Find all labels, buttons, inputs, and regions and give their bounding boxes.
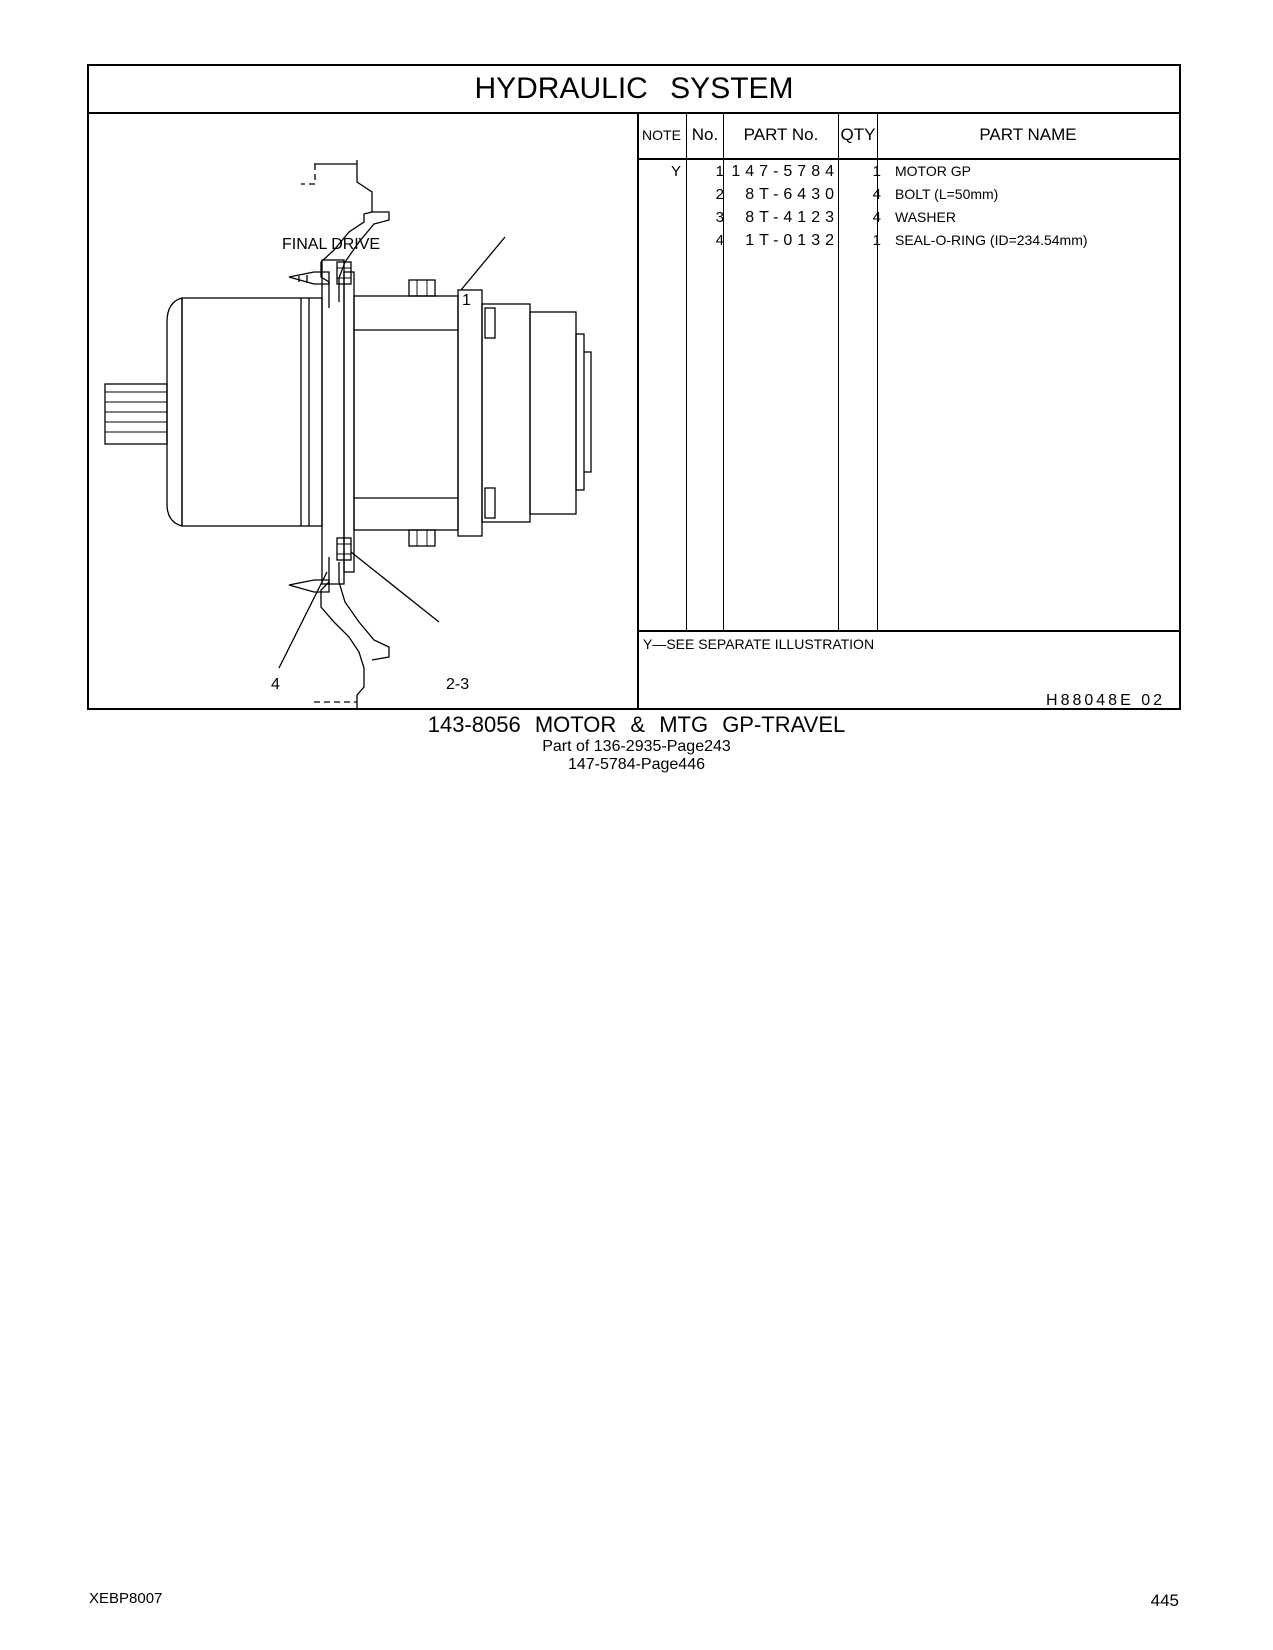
row-number: 4 xyxy=(715,232,724,249)
callout-4: 4 xyxy=(271,676,280,693)
row-number: 1 xyxy=(715,163,724,180)
row-note xyxy=(637,183,681,206)
section-title-bar xyxy=(89,66,1179,114)
motor-drawing xyxy=(89,112,635,710)
row-number: 2 xyxy=(715,186,724,203)
callout-1: 1 xyxy=(462,292,471,309)
row-part-name: SEAL-O-RING (ID=234.54mm) xyxy=(895,232,1088,248)
leader-4 xyxy=(279,572,327,668)
header-no: No. xyxy=(691,125,719,144)
row-number: 3 xyxy=(715,209,724,226)
leader-1 xyxy=(461,237,505,290)
parts-frame xyxy=(87,64,1181,710)
callout-final-drive: FINAL DRIVE xyxy=(282,236,381,253)
row-note: Y xyxy=(670,163,681,180)
table-row xyxy=(637,206,1179,229)
table-footnote: Y—SEE SEPARATE ILLUSTRATION xyxy=(643,636,875,652)
row-part-number: 8T-4123 xyxy=(745,209,839,226)
section-title: HYDRAULIC SYSTEM xyxy=(474,72,794,105)
motor-rear-cover xyxy=(458,290,482,536)
row-quantity: 4 xyxy=(872,209,881,226)
parts-table xyxy=(637,112,1179,708)
document-id: XEBP8007 xyxy=(89,1590,163,1607)
page-number: 445 xyxy=(1150,1591,1179,1610)
header-qty: QTY xyxy=(840,125,876,144)
table-row xyxy=(637,160,1179,183)
leader-2-3 xyxy=(351,552,439,622)
row-part-name: WASHER xyxy=(895,209,956,225)
table-body xyxy=(637,160,1179,252)
table-row xyxy=(637,229,1179,252)
table-row xyxy=(637,183,1179,206)
caption-reference-2: 147-5784-Page446 xyxy=(567,756,705,773)
final-drive-upper-outline xyxy=(314,160,372,308)
row-quantity: 1 xyxy=(872,163,881,180)
parts-illustration xyxy=(89,112,639,708)
row-quantity: 4 xyxy=(872,186,881,203)
output-shaft xyxy=(105,384,167,444)
row-part-number: 1T-0132 xyxy=(745,232,839,249)
callout-2-3: 2-3 xyxy=(446,676,470,693)
mounting-flange xyxy=(322,260,344,584)
row-quantity: 1 xyxy=(872,232,881,249)
header-part-name: PART NAME xyxy=(979,125,1077,144)
table-header xyxy=(637,112,1179,160)
header-part-no: PART No. xyxy=(743,125,819,144)
table-footer-divider xyxy=(637,630,1179,632)
row-part-number: 8T-6430 xyxy=(745,186,839,203)
row-note xyxy=(637,229,681,252)
group-caption: 143-8056 MOTOR & MTG GP-TRAVEL xyxy=(427,712,846,737)
caption-reference-1: Part of 136-2935-Page243 xyxy=(542,738,731,755)
row-part-name: MOTOR GP xyxy=(895,163,971,179)
motor-body-center xyxy=(354,296,458,530)
row-part-name: BOLT (L=50mm) xyxy=(895,186,999,202)
drawing-code: H88048E 02 xyxy=(1046,692,1165,709)
row-note xyxy=(637,206,681,229)
header-note: NOTE xyxy=(642,127,681,143)
row-part-number: 147-5784 xyxy=(731,163,839,180)
